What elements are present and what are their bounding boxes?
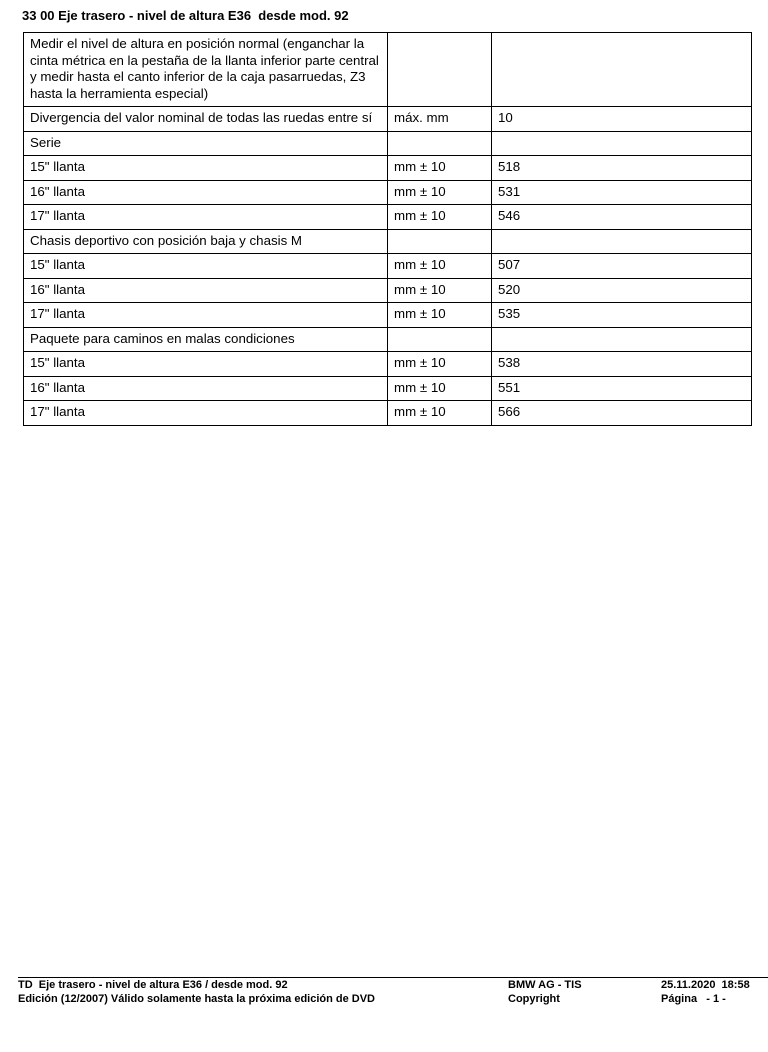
row-value: 531	[492, 180, 752, 205]
table-row	[24, 205, 752, 230]
row-value: 551	[492, 376, 752, 401]
row-unit	[388, 131, 492, 156]
row-label: 16" llanta	[24, 180, 388, 205]
row-label: 17" llanta	[24, 303, 388, 328]
row-value: 520	[492, 278, 752, 303]
table-row	[24, 156, 752, 181]
table-row	[24, 229, 752, 254]
ride-height-table	[23, 32, 752, 426]
table-row	[24, 327, 752, 352]
row-unit: mm ± 10	[388, 278, 492, 303]
row-value	[492, 327, 752, 352]
row-label: 15" llanta	[24, 352, 388, 377]
table-row	[24, 33, 752, 107]
row-value	[492, 229, 752, 254]
footer-edition: Edición (12/2007) Válido solamente hasta la próxima edición de DVD	[18, 993, 376, 1005]
row-label: 15" llanta	[24, 254, 388, 279]
table-row	[24, 303, 752, 328]
row-label: Divergencia del valor nominal de todas las ruedas entre sí	[24, 107, 388, 132]
table-row	[24, 401, 752, 426]
table-row	[24, 180, 752, 205]
row-value: 518	[492, 156, 752, 181]
row-value: 507	[492, 254, 752, 279]
row-value: 10	[492, 107, 752, 132]
row-label: Paquete para caminos en malas condiciones	[24, 327, 388, 352]
row-value	[492, 33, 752, 107]
footer-copyright: Copyright	[508, 993, 560, 1005]
row-label: 17" llanta	[24, 401, 388, 426]
footer-doc-title: TD Eje trasero - nivel de altura E36 / desde mod. 92	[18, 979, 288, 991]
row-value	[492, 131, 752, 156]
row-label: Chasis deportivo con posición baja y chasis M	[24, 229, 388, 254]
row-unit	[388, 33, 492, 107]
table-row	[24, 254, 752, 279]
footer-page-number: Página - 1 -	[661, 993, 726, 1005]
row-label: 16" llanta	[24, 376, 388, 401]
row-value: 566	[492, 401, 752, 426]
row-value: 535	[492, 303, 752, 328]
row-label: 16" llanta	[24, 278, 388, 303]
row-unit	[388, 229, 492, 254]
row-unit: mm ± 10	[388, 303, 492, 328]
row-unit: mm ± 10	[388, 180, 492, 205]
footer-datetime: 25.11.2020 18:58	[661, 979, 750, 991]
table-row	[24, 376, 752, 401]
table-row	[24, 352, 752, 377]
table-row	[24, 131, 752, 156]
row-unit: mm ± 10	[388, 401, 492, 426]
row-label: 15" llanta	[24, 156, 388, 181]
table-row	[24, 107, 752, 132]
row-unit: mm ± 10	[388, 352, 492, 377]
row-value: 538	[492, 352, 752, 377]
row-unit: mm ± 10	[388, 254, 492, 279]
row-unit: máx. mm	[388, 107, 492, 132]
footer-company: BMW AG - TIS	[508, 979, 582, 991]
row-value: 546	[492, 205, 752, 230]
page-footer	[18, 977, 768, 1006]
row-label: Medir el nivel de altura en posición normal (enganchar la cinta métrica en la pestaña de la llanta inferior parte central y medir hasta el canto inferior de la caja pasarruedas, Z3 hasta la herramienta especial)	[24, 33, 388, 107]
table-row	[24, 278, 752, 303]
row-unit: mm ± 10	[388, 156, 492, 181]
row-unit: mm ± 10	[388, 376, 492, 401]
row-unit: mm ± 10	[388, 205, 492, 230]
row-label: 17" llanta	[24, 205, 388, 230]
row-label: Serie	[24, 131, 388, 156]
page-title: 33 00 Eje trasero - nivel de altura E36 desde mod. 92	[22, 8, 349, 23]
row-unit	[388, 327, 492, 352]
